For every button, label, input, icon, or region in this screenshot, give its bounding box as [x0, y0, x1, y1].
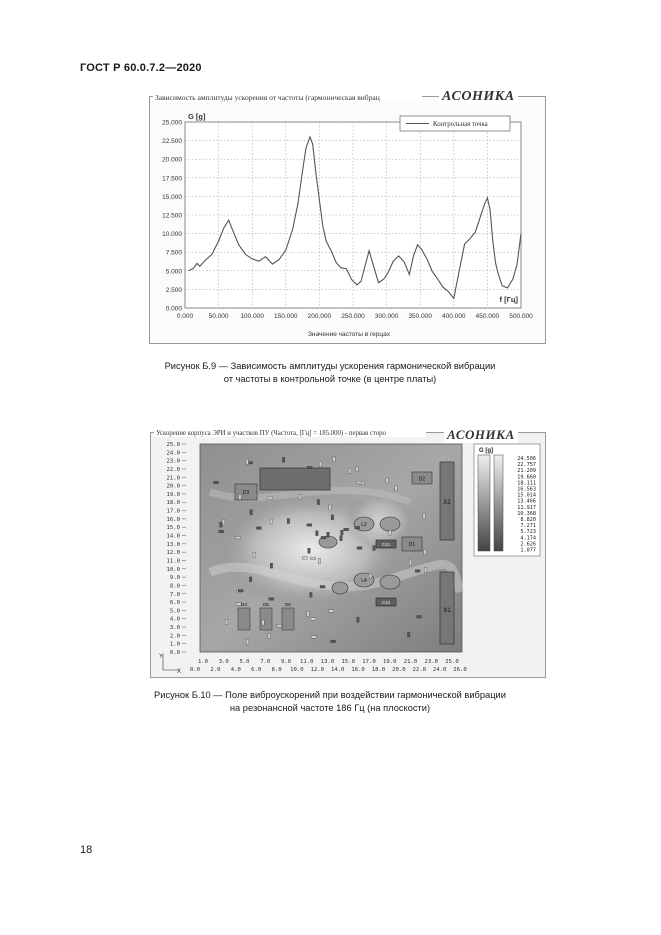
component-label-d4: D4 [241, 602, 247, 607]
chart-y-axis-label: G [g] [188, 112, 206, 121]
chart-y-tick-label: 22.500 [162, 138, 182, 146]
smd-component [299, 494, 302, 499]
smd-component [268, 634, 271, 639]
field-legend-value: 24.506 [517, 456, 536, 462]
ic-chip-d6 [282, 608, 294, 630]
field-legend-value: 7.271 [520, 523, 536, 530]
field-x-tick-label-top: 25.0 [445, 659, 459, 665]
smd-component [222, 520, 225, 525]
field-x-tick-label-bottom: 8.0 [271, 667, 282, 673]
chart-legend-label: Контрольная точка [433, 121, 488, 128]
chart-y-tick-label: 10.000 [162, 231, 182, 239]
field-x-tick-label-bottom: 6.0 [251, 667, 262, 673]
field-x-tick-label-bottom: 2.0 [210, 667, 221, 673]
field-legend-value: 5.723 [520, 529, 536, 536]
field-legend-value: 11.917 [517, 504, 536, 511]
field-x-tick-label-bottom: 14.0 [330, 667, 345, 673]
field-legend-value: 18.111 [517, 480, 536, 487]
smd-component [311, 557, 316, 560]
chart-x-tick-label: 500.000 [509, 313, 533, 320]
field-x-tick-label-bottom: 18.0 [371, 667, 386, 673]
chart-y-tick-label: 2.500 [165, 286, 182, 294]
field-y-axis-label: Y [159, 654, 164, 660]
smd-component [307, 524, 312, 527]
figure1-caption-line2: от частоты в контрольной точке (в центре платы) [223, 373, 437, 384]
field-y-tick-label: 7.0 [169, 591, 180, 598]
smd-component [311, 618, 316, 621]
smd-component [269, 598, 274, 601]
smd-component [219, 530, 224, 533]
field-y-tick-label: 21.0 [166, 475, 180, 482]
smd-component [262, 620, 265, 625]
figure1-brand-logo: АСОНИКА [439, 89, 518, 105]
field-y-tick-label: 20.0 [166, 483, 180, 490]
component-label-d6: D6 [285, 602, 291, 607]
smd-component [220, 522, 223, 527]
chart-x-tick-label: 50.000 [208, 313, 229, 320]
field-y-tick-label: 25.0 [166, 442, 180, 448]
smd-component [357, 547, 362, 550]
field-x-axis-label: X [177, 669, 182, 675]
chart-y-tick-label: 12.500 [162, 212, 182, 220]
smd-component [307, 466, 312, 469]
smd-component [320, 586, 325, 589]
smd-component [236, 603, 241, 606]
field-x-tick-label-top: 23.0 [424, 659, 438, 665]
field-x-tick-label-top: 21.0 [403, 659, 418, 665]
smd-component [355, 526, 360, 529]
component-label-c41: C41 [381, 542, 391, 547]
field-x-tick-label-bottom: 0.0 [189, 667, 201, 673]
page-number: 18 [80, 844, 93, 856]
smd-component [302, 557, 307, 560]
field-x-tick-label-top: 7.0 [260, 659, 271, 665]
component-label-d5: D5 [263, 602, 269, 607]
field-y-tick-label: 15.0 [166, 525, 180, 532]
inductor [380, 517, 400, 531]
figure1-window-title: Зависимость амплитуды ускорения от частоты (гармоническая вибрац [153, 93, 422, 102]
field-x-tick-label-top: 15.0 [341, 659, 355, 665]
field-y-tick-label: 17.0 [166, 508, 180, 515]
chart-x-tick-label: 200.000 [307, 313, 332, 320]
figure2-caption-line2: на резонансной частоте 186 Гц (на плоскости) [229, 702, 431, 713]
component-label-l2: L2 [361, 522, 367, 528]
field-x-ticks-top [198, 659, 459, 665]
field-x-tick-label-bottom: 26.0 [453, 667, 467, 673]
field-y-tick-label: 8.0 [169, 583, 180, 590]
figure1-caption-line1: Рисунок Б.9 — Зависимость амплитуды ускорения гармонической вибрации [164, 361, 496, 371]
smd-component [423, 514, 426, 519]
field-x-tick-label-top: 9.0 [280, 659, 292, 665]
chart-y-tick-label: 25.000 [162, 119, 182, 127]
chart-x-axis-label: f [Гц] [499, 295, 518, 304]
chart-y-tick-label: 17.500 [162, 175, 182, 183]
field-x-tick-label-bottom: 4.0 [230, 667, 241, 673]
smd-component [267, 497, 272, 500]
field-y-tick-label: 1.0 [169, 641, 180, 648]
chart-y-tick-label: 15.000 [162, 193, 182, 201]
field-x-tick-label-bottom: 10.0 [290, 667, 304, 673]
inductor [380, 575, 400, 589]
smd-component [341, 530, 344, 535]
field-y-tick-label: 18.0 [166, 500, 180, 507]
smd-component [395, 486, 398, 491]
figure2-brand-logo: АСОНИКА [444, 427, 518, 443]
smd-component [319, 462, 322, 467]
chart-y-tick-label: 5.000 [165, 268, 182, 276]
field-y-tick-label: 3.0 [169, 625, 180, 632]
smd-component [316, 531, 319, 536]
smd-component [235, 536, 240, 539]
component-label-x2: X2 [443, 500, 451, 506]
field-y-tick-label: 23.0 [166, 458, 180, 465]
smd-component [310, 592, 313, 597]
chart-x-tick-label: 350.000 [408, 313, 432, 320]
component-label-d2: D2 [418, 476, 426, 483]
chart-x-tick-label: 150.000 [274, 313, 298, 320]
field-legend-value: 10.368 [517, 510, 536, 517]
smd-component [214, 481, 219, 484]
smd-component [409, 560, 412, 565]
field-legend-value: 22.757 [517, 462, 536, 469]
component-label-d3: D3 [242, 490, 250, 496]
smd-component [424, 550, 427, 555]
smd-component [333, 457, 336, 462]
smd-component [307, 611, 310, 616]
field-y-ticks [167, 442, 186, 656]
smd-component [318, 559, 321, 564]
chart-y-tick-label: 0.000 [165, 305, 182, 313]
field-legend-colorbar-secondary [494, 455, 503, 551]
chart-y-tick-label: 7.500 [165, 249, 182, 257]
smd-component [344, 528, 349, 531]
field-x-tick-label-top: 5.0 [239, 659, 250, 665]
chart-x-tick-label: 450.000 [475, 313, 500, 320]
figure2-caption-line1: Рисунок Б.10 — Поле виброускорений при воздействии гармонической вибрации [154, 690, 506, 700]
field-legend-value: 15.014 [517, 492, 536, 499]
field-x-tick-label-top: 3.0 [218, 659, 229, 665]
chart-legend [400, 116, 510, 131]
smd-component [249, 577, 252, 582]
ic-chip-d4 [238, 608, 250, 630]
smd-component [357, 617, 360, 622]
field-legend-value: 2.626 [520, 541, 536, 548]
smd-component [415, 570, 420, 573]
field-y-tick-label: 13.0 [166, 541, 180, 548]
smd-component [408, 632, 411, 637]
field-legend-colorbar [478, 455, 490, 551]
smd-component [246, 459, 249, 464]
smd-component [250, 510, 253, 515]
smd-component [329, 610, 334, 613]
field-x-tick-label-top: 1.0 [197, 659, 209, 665]
inductor [332, 582, 348, 594]
vibration-field-map [150, 432, 544, 676]
field-legend-title: G [g] [479, 448, 493, 454]
smd-component [340, 536, 343, 541]
smd-component [356, 481, 361, 484]
field-y-tick-label: 4.0 [169, 616, 180, 623]
field-x-tick-label-top: 19.0 [383, 659, 397, 665]
smd-component [311, 636, 316, 639]
field-y-tick-label: 10.0 [166, 566, 180, 573]
chart-x-tick-label: 250.000 [341, 313, 365, 320]
smd-component [331, 515, 334, 520]
field-legend-values [517, 456, 536, 554]
component-label-l4: L4 [361, 578, 367, 584]
field-y-tick-label: 2.0 [169, 633, 180, 640]
field-x-tick-label-bottom: 16.0 [351, 667, 365, 673]
field-y-tick-label: 22.0 [166, 466, 180, 473]
smd-component [246, 639, 249, 644]
field-legend-value: 1.077 [520, 547, 536, 554]
field-y-tick-label: 11.0 [166, 558, 180, 565]
smd-component [238, 590, 243, 593]
frequency-response-chart [149, 96, 544, 342]
chart-x-tick-label: 100.000 [240, 313, 264, 320]
component-label-x1: X1 [443, 608, 451, 614]
component-label-c42: C42 [381, 600, 391, 605]
smd-component [356, 467, 359, 472]
field-y-tick-label: 24.0 [166, 450, 180, 457]
field-x-tick-label-top: 13.0 [320, 659, 335, 665]
smd-component [424, 568, 427, 573]
field-y-tick-label: 16.0 [166, 516, 180, 523]
smd-component [417, 616, 422, 619]
smd-component [287, 519, 290, 524]
field-y-tick-label: 19.0 [166, 491, 180, 498]
chart-y-tick-label: 20.000 [162, 156, 182, 164]
field-legend-value: 4.174 [520, 535, 536, 542]
smd-component [329, 505, 332, 510]
document-standard-header: ГОСТ Р 60.0.7.2—2020 [80, 62, 202, 74]
field-y-tick-label: 5.0 [169, 608, 180, 615]
smd-component [253, 552, 256, 557]
chart-x-tick-label: 400.000 [442, 313, 466, 320]
field-y-tick-label: 14.0 [166, 533, 180, 540]
smd-component [369, 573, 372, 578]
smd-component [239, 495, 242, 500]
smd-component [389, 530, 392, 535]
smd-component [317, 500, 320, 505]
smd-component [348, 468, 351, 473]
chart-y-ticks [162, 120, 182, 313]
figure2-caption [100, 689, 560, 714]
smd-component [282, 457, 285, 462]
smd-component [386, 478, 389, 483]
field-x-tick-label-bottom: 12.0 [310, 667, 325, 673]
field-x-tick-label-bottom: 22.0 [412, 667, 426, 673]
field-x-tick-label-bottom: 24.0 [432, 667, 447, 673]
smd-component [373, 546, 376, 551]
field-x-tick-label-top: 11.0 [300, 659, 314, 665]
field-y-tick-label: 6.0 [169, 600, 180, 607]
field-y-tick-label: 9.0 [169, 575, 180, 582]
field-y-tick-label: 0.0 [169, 650, 180, 656]
smd-component [256, 527, 261, 530]
figure1-caption [100, 360, 560, 385]
field-legend-value: 19.660 [517, 474, 536, 481]
figure2-window-title: Ускорение корпуса ЭРИ и участков ПУ (Частота, [Гц] = 185.000) - первая сторо [154, 430, 426, 437]
field-legend-value: 8.820 [520, 517, 536, 523]
component-label-d1: D1 [408, 542, 416, 548]
smd-component [225, 619, 228, 624]
field-legend-value: 21.209 [517, 468, 536, 475]
field-x-tick-label-bottom: 20.0 [392, 667, 406, 673]
field-x-ticks-bottom [190, 667, 467, 673]
chart-x-tick-label: 0.000 [176, 313, 194, 320]
field-x-tick-label-top: 17.0 [362, 659, 376, 665]
chart-x-caption: Значение частоты в герцах [307, 331, 391, 338]
smd-component [308, 548, 311, 553]
field-legend-value: 16.563 [517, 486, 536, 493]
smd-component [327, 532, 330, 537]
field-legend-value: 13.466 [517, 498, 536, 505]
ic-chip-main [260, 468, 330, 490]
smd-component [321, 536, 326, 539]
smd-component [277, 625, 282, 628]
smd-component [270, 563, 273, 568]
smd-component [270, 519, 273, 524]
chart-x-ticks [177, 313, 533, 320]
smd-component [331, 640, 336, 643]
field-y-tick-label: 12.0 [166, 550, 180, 557]
chart-x-tick-label: 300.000 [374, 313, 399, 320]
ic-chip-d5 [260, 608, 272, 630]
